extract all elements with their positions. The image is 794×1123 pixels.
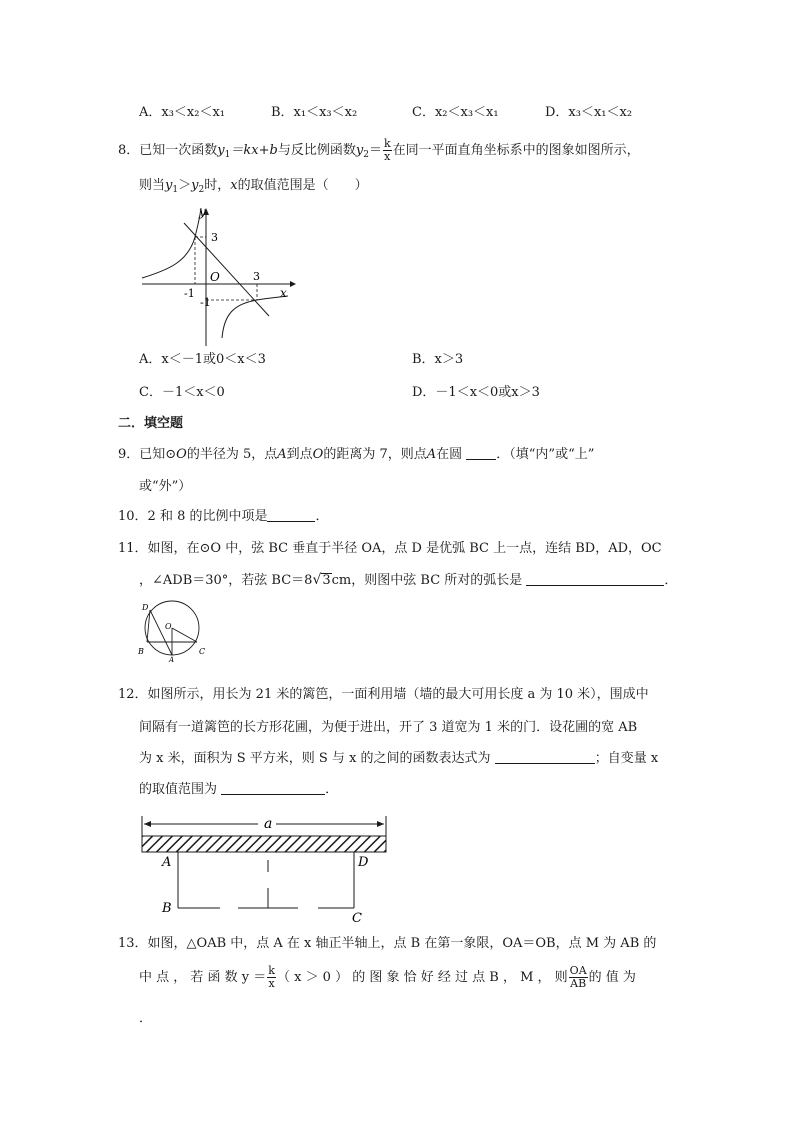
q12-wall	[142, 836, 386, 852]
q8-option-c: C．－1＜x＜0	[139, 385, 225, 400]
q9-line1	[118, 446, 594, 464]
q12-label-c: C	[352, 911, 362, 924]
q8-line2a: 则当	[139, 178, 166, 193]
q8-line2b: ＞	[178, 178, 192, 193]
q9-o2: O	[312, 447, 324, 462]
section-title-fill-in: 二．填空题	[118, 416, 184, 431]
q7-option-a: A．x₃＜x₂＜x₁	[139, 105, 226, 120]
q8-line2c: 时，	[204, 178, 231, 193]
q12-dim-arrow-right	[377, 821, 384, 827]
q12-text-c: 的取值范围为	[139, 782, 218, 797]
q12-dim-arrow-left	[144, 821, 151, 827]
q13-frac-den: x	[268, 977, 275, 990]
q11-label-b: B	[138, 647, 144, 656]
q8-line2-y1-sub: 1	[172, 185, 179, 195]
q11-label-c: C	[199, 647, 206, 656]
q12-line3	[139, 750, 658, 768]
q7-option-c: C．x₂＜x₃＜x₁	[412, 105, 499, 120]
q8-frac-den: x	[384, 150, 391, 163]
q8-graph	[138, 200, 298, 350]
q12-fence-figure	[138, 810, 394, 924]
q8-hyperbola-right	[222, 296, 288, 338]
q8-line2-y1: y	[165, 178, 173, 193]
q8-tick-3y: 3	[211, 231, 218, 244]
q12-label-a: a	[264, 816, 273, 832]
q9-line2: 或“外”）	[139, 479, 192, 494]
q12-label-d: D	[358, 855, 369, 870]
q8-fraction	[383, 138, 392, 163]
q8-option-a: A．x＜－1或0＜x＜3	[139, 352, 266, 367]
q9-text-d: 的距离为 7，则点	[323, 447, 427, 462]
q7-option-b: B．x₁＜x₃＜x₂	[271, 105, 358, 120]
q11-label-a: A	[169, 656, 175, 662]
q10-end: ．	[315, 509, 329, 524]
q8-line2d: 的取值范围是（ ）	[237, 178, 368, 193]
q12-text-d: ．	[325, 782, 339, 797]
q13-fraction-k-x	[267, 965, 276, 990]
q9-a2: A	[426, 447, 437, 462]
q9-text-a: 9．已知⊙	[118, 447, 177, 462]
q8-y1-sub: 1	[224, 150, 231, 160]
q13-text-b: （ x ＞ 0 ） 的 图 象 恰 好 经 过 点 B ， M ， 则	[276, 970, 568, 985]
q13-frac2-den: AB	[570, 977, 587, 990]
q13-fraction-oa-ab	[569, 965, 588, 990]
q9-o1: O	[176, 447, 187, 462]
q11-line1: 11．如图，在⊙O 中，弦 BC 垂直于半径 OA，点 D 是优弧 BC 上一点，连结 BD，AD，OC	[118, 541, 662, 556]
q9-text-e: 在圆	[436, 447, 463, 462]
q10-answer-blank[interactable]	[267, 508, 315, 522]
q8-x-label: x	[280, 286, 287, 300]
q8-tick-m1x: -1	[184, 287, 195, 300]
q12-label-a-point: A	[162, 855, 172, 870]
q11-segment-oc	[172, 628, 197, 642]
q8-y1: y	[217, 143, 225, 158]
q8-frac-num: k	[383, 137, 391, 150]
q11-segment-ad	[150, 610, 172, 655]
q11-label-o: O	[165, 622, 172, 631]
q11-radicand: 3	[322, 573, 331, 588]
q8-y2-sub: 2	[363, 150, 369, 160]
q12-text-a: 为 x 米，面积为 S 平方米，则 S 与 x 的之间的函数表达式为	[139, 751, 491, 766]
q10-line	[118, 508, 329, 526]
q10-text: 10．2 和 8 的比例中项是	[118, 509, 268, 524]
q13-frac-num: k	[268, 964, 275, 977]
q8-y-label: y	[199, 205, 206, 219]
q12-line1: 12．如图所示，用长为 21 米的篱笆，一面利用墙（墙的最大可用长度 a 为 10 米），围成中	[118, 687, 649, 702]
q8-text2: 与反比例函数	[277, 143, 356, 158]
q11-end: ．	[664, 573, 678, 588]
q8-option-d: D．－1＜x＜0或x＞3	[412, 385, 540, 400]
q8-line2-y2: y	[191, 178, 199, 193]
q11-answer-blank[interactable]	[526, 572, 664, 586]
q9-text-f: ．（填“内”或“上”	[496, 447, 595, 462]
q13-text-a: 中 点 ， 若 函 数 y ＝	[139, 970, 267, 985]
q13-frac2-num: OA	[569, 964, 587, 977]
q11-radical-sign: √	[312, 572, 322, 588]
q8-stem-line2	[139, 177, 368, 199]
q8-text1: 已知一次函数	[139, 143, 218, 158]
q9-text-b: 的半径为 5，点	[186, 447, 278, 462]
q11-text-b: cm，则图中弦 BC 所对的弧长是	[331, 573, 523, 588]
q11-label-d: D	[142, 603, 149, 612]
q13-text-c: 的 值 为	[588, 970, 636, 985]
q12-line4	[139, 781, 338, 799]
q8-option-b: B．x＞3	[412, 352, 464, 367]
q11-line2	[139, 571, 677, 590]
q13-line1: 13．如图，△OAB 中，点 A 在 x 轴正半轴上，点 B 在第一象限，OA＝OB，点 M 为 AB 的	[118, 936, 657, 951]
q12-function-blank[interactable]	[495, 750, 595, 764]
q8-line2-x: x	[230, 178, 238, 193]
q8-eq1: ＝kx+b	[230, 143, 278, 158]
q8-text3: 在同一平面直角坐标系中的图象如图所示，	[392, 143, 640, 158]
q8-stem-line1	[118, 138, 640, 166]
q11-circle-figure	[136, 598, 210, 662]
q8-x-arrow	[290, 281, 296, 287]
q8-number: 8．	[118, 143, 140, 158]
q8-hyperbola-left	[142, 208, 201, 278]
q9-text-c: 到点	[286, 447, 313, 462]
q11-text-a: ，∠ADB＝30°，若弦 BC＝8	[139, 573, 313, 588]
q8-eq2: ＝	[368, 143, 382, 158]
q9-a1: A	[277, 447, 287, 462]
q9-answer-blank[interactable]	[466, 446, 496, 460]
q13-line2	[139, 964, 636, 992]
q12-range-blank[interactable]	[221, 781, 325, 795]
q8-tick-m1y: -1	[200, 296, 211, 309]
q13-line3: ．	[139, 1011, 153, 1026]
q12-label-b: B	[162, 901, 172, 916]
q7-option-d: D．x₃＜x₁＜x₂	[545, 105, 633, 120]
q8-line2-y2-sub: 2	[198, 185, 205, 195]
q8-y2: y	[355, 143, 364, 158]
q8-origin-label: O	[210, 270, 220, 284]
q8-tick-3x: 3	[253, 270, 260, 283]
q12-line2: 间隔有一道篱笆的长方形花圃，为便于进出，开了 3 道宽为 1 米的门．设花圃的宽 AB	[139, 720, 638, 735]
q12-text-b: ；自变量 x	[594, 751, 659, 766]
